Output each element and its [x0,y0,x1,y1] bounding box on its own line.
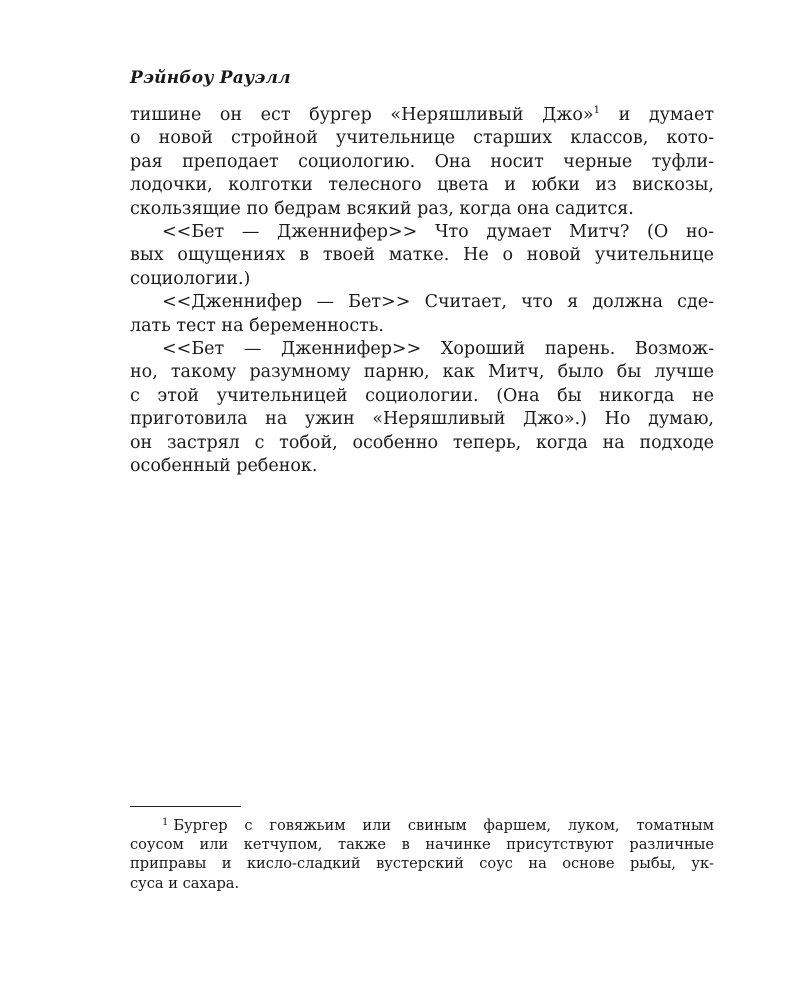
paragraph-message [130,338,714,478]
text-line: лодочки, колготки телесного цвета и юбки из вискозы, [130,175,714,196]
text-line: <<Бет — Дженнифер>> Что думает Митч? (О но- [162,222,714,243]
footnote-number: 1 [162,817,169,828]
text-line: особенный ребенок. [130,456,318,477]
text-line: <<Дженнифер — Бет>> Считает, что я должна сде- [162,292,714,313]
footnote [130,816,714,893]
text-line-end: и думает [600,105,714,125]
footnote-line: соусом или кетчупом, также в начинке присутствуют различные [130,836,714,854]
text-line [130,104,714,127]
text-line: социологии.) [130,268,251,289]
text-line: скользящие по бедрам всякий раз, когда она садится. [130,198,634,219]
footnote-line [130,816,714,835]
text-line: о новой стройной учительнице старших классов, кото- [130,128,714,149]
text-line: приготовила на ужин «Неряшливый Джо».) Но думаю, [130,409,714,430]
paragraph-message [130,221,714,291]
paragraph-continuation [130,104,714,221]
footnote-text: Бургер с говяжьим или свиным фаршем, луком, томатным [173,817,714,834]
footnote-reference[interactable]: 1 [593,105,601,116]
text-line: вых ощущениях в твоей матке. Не о новой учительнице [130,245,714,266]
text-line: с этой учительницей социологии. (Она бы никогда не [130,385,714,406]
text-line: <<Бет — Дженнифер>> Хороший парень. Возмож- [162,339,714,360]
footnote-line: приправы и кисло-сладкий вустерский соус на основе рыбы, ук- [130,855,714,873]
text-line: он застрял с тобой, особенно теперь, когда на подходе [130,432,714,453]
text-line-start: тишине он ест бургер «Неряшливый Джо» [130,105,594,125]
text-line: но, такому разумному парню, как Митч, было бы лучше [130,362,714,383]
footnote-divider [130,806,241,807]
text-line: рая преподает социологию. Она носит черные туфли- [130,151,714,172]
text-line: лать тест на беременность. [130,315,384,336]
running-head-author: Рэйнбоу Рауэлл [130,68,291,88]
paragraph-message [130,291,714,338]
book-page [130,0,714,1000]
footnote-line: суса и сахара. [130,874,240,892]
main-text [130,104,714,479]
